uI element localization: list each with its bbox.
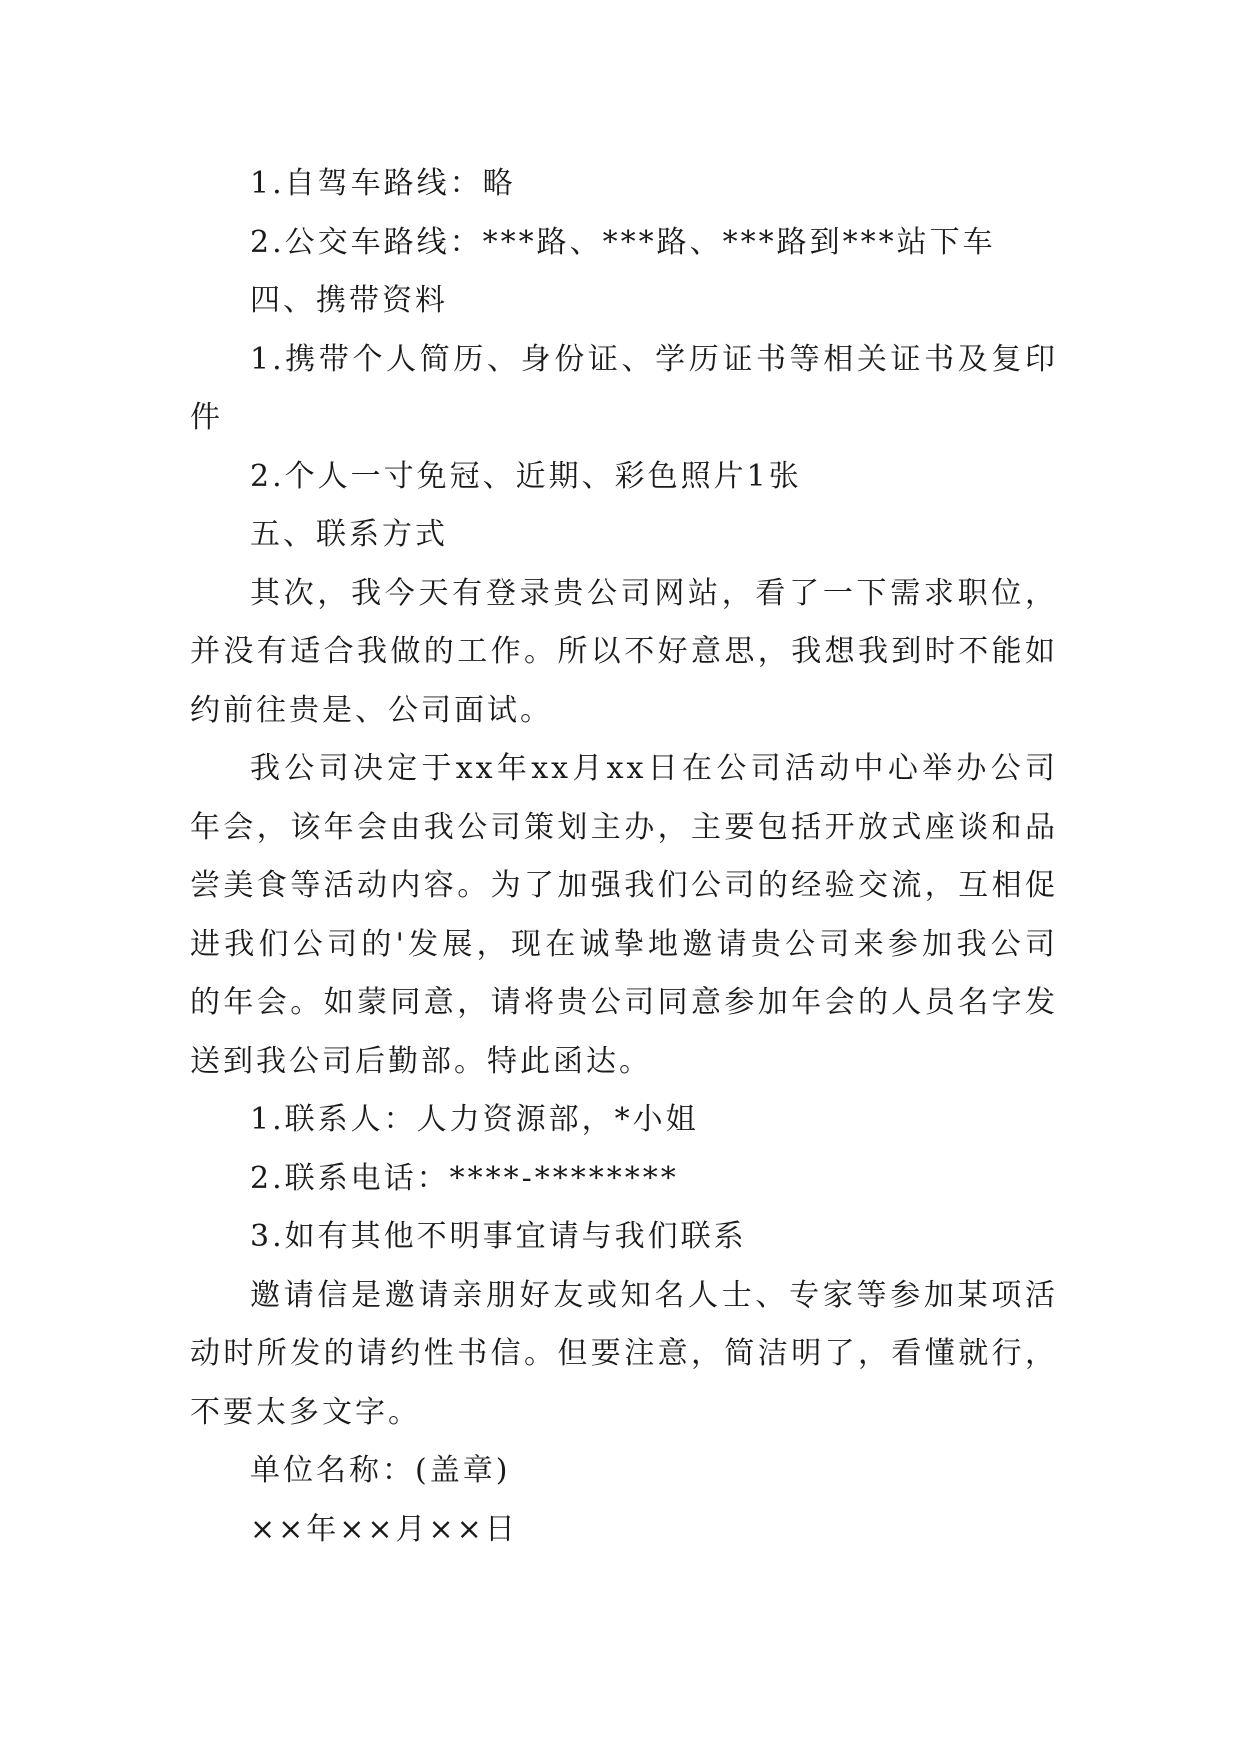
materials-item-documents: 1.携带个人简历、身份证、学历证书等相关证书及复印件: [190, 341, 1058, 435]
invitation-paragraph: 我公司决定于xx年xx月xx日在公司活动中心举办公司年会，该年会由我公司策划主办，主要包括开放式座谈和品尝美食等活动内容。为了加强我们公司的经验交流，互相促进我们公司的'发展，现在诚挚地邀请贵公司来参加我公司的年会。如蒙同意，请将贵公司同意参加年会的人员名字发送到我公司后勤部。特此函达。: [190, 751, 1058, 1079]
contact-note: 3.如有其他不明事宜请与我们联系: [250, 1219, 747, 1254]
contact-person: 1.联系人：人力资源部，*小姐: [250, 1102, 699, 1137]
route-self-drive: 1.自驾车路线：略: [250, 166, 516, 201]
signature-unit-name: 单位名称：(盖章): [250, 1453, 511, 1488]
section-heading-contact: 五、联系方式: [250, 517, 448, 552]
section-heading-materials: 四、携带资料: [250, 283, 448, 318]
materials-item-photo: 2.个人一寸免冠、近期、彩色照片1张: [250, 458, 802, 494]
decline-paragraph: 其次，我今天有登录贵公司网站，看了一下需求职位，并没有适合我做的工作。所以不好意思，我想我到时不能如约前往贵是、公司面试。: [190, 575, 1058, 728]
document-body: [190, 155, 1058, 1559]
contact-phone: 2.联系电话：****-********: [250, 1160, 679, 1196]
route-bus: 2.公交车路线：***路、***路、***路到***站下车: [250, 224, 996, 260]
signature-date: ××年××月××日: [250, 1511, 518, 1547]
invitation-definition-paragraph: 邀请信是邀请亲朋好友或知名人士、专家等参加某项活动时所发的请约性书信。但要注意，简洁明了，看懂就行，不要太多文字。: [190, 1277, 1058, 1430]
